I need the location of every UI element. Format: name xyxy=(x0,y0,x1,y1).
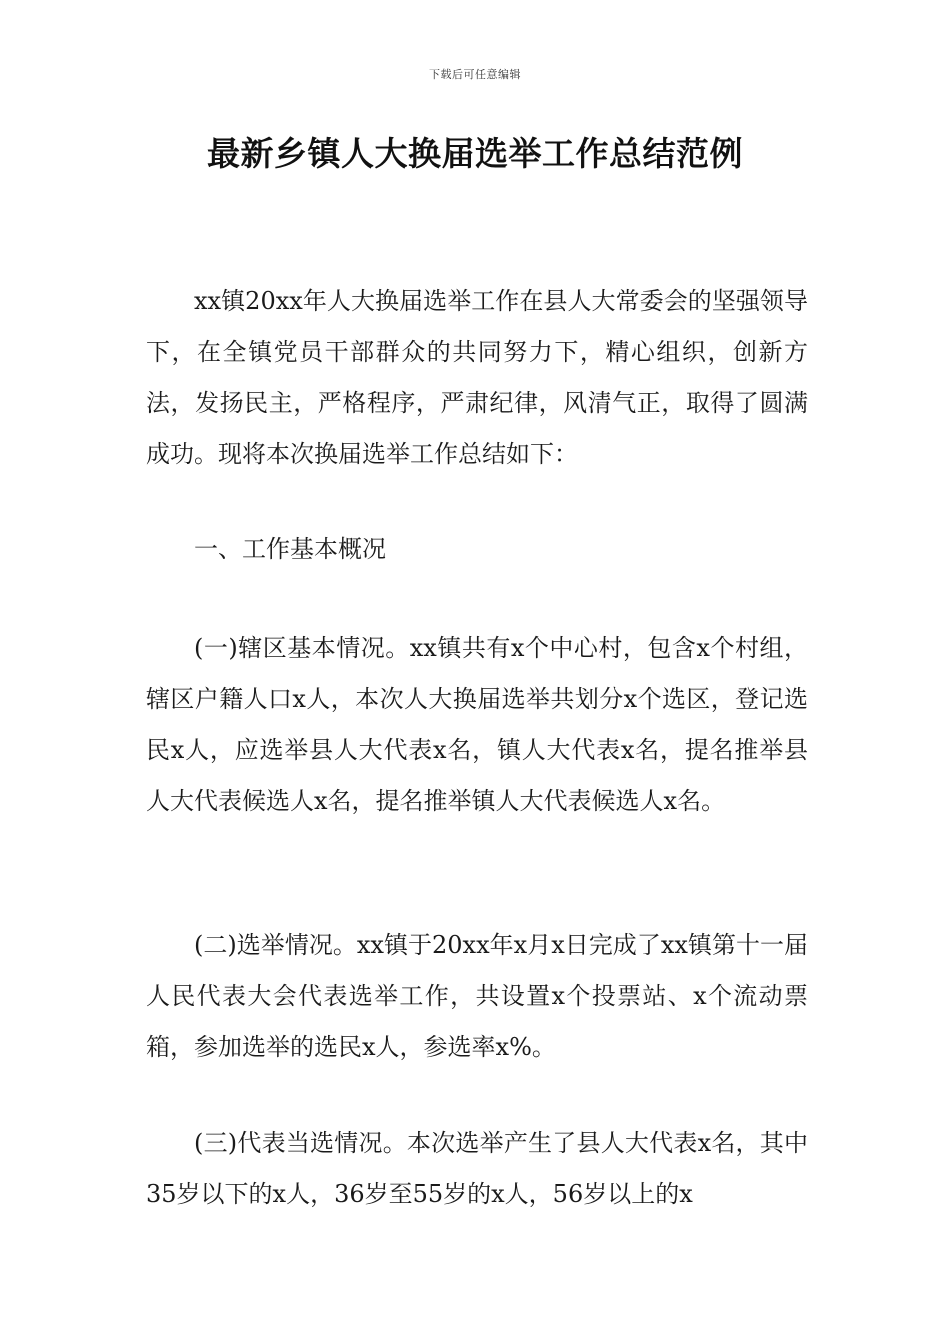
election-paragraph: (二)选举情况。xx镇于20xx年x月x日完成了xx镇第十一届人民代表大会代表选举工作，共设置x个投票站、x个流动票箱，参加选举的选民x人，参选率x%。 xyxy=(146,931,808,1061)
page-header-note: 下载后可任意编辑 xyxy=(429,68,521,81)
jurisdiction-paragraph: (一)辖区基本情况。xx镇共有x个中心村，包含x个村组，辖区户籍人口x人，本次人大换届选举共划分x个选区，登记选民x人，应选举县人大代表x名，镇人大代表x名，提名推举县人大代表候选人x名，提名推举镇人大代表候选人x名。 xyxy=(146,634,808,815)
intro-paragraph: xx镇20xx年人大换届选举工作在县人大常委会的坚强领导下，在全镇党员干部群众的共同努力下，精心组织，创新方法，发扬民主，严格程序，严肃纪律，风清气正，取得了圆满成功。现将本次换届选举工作总结如下： xyxy=(146,287,808,468)
representatives-paragraph: (三)代表当选情况。本次选举产生了县人大代表x名，其中35岁以下的x人，36岁至55岁的x人，56岁以上的x xyxy=(146,1129,808,1208)
section-heading: 一、工作基本概况 xyxy=(194,535,386,563)
document-title: 最新乡镇人大换届选举工作总结范例 xyxy=(207,134,743,173)
